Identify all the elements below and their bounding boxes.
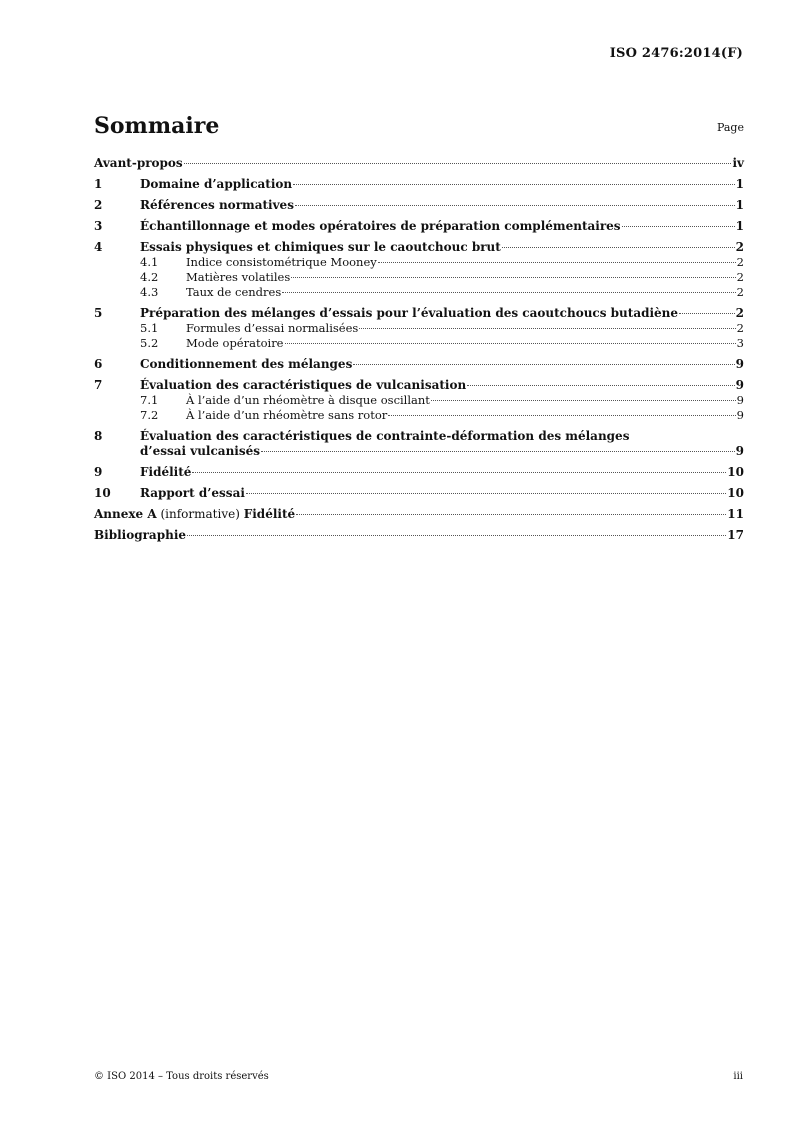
toc-subnumber: 4.1 bbox=[140, 255, 159, 269]
toc-subnumber: 4.3 bbox=[140, 285, 159, 299]
toc-label: Essais physiques et chimiques sur le caoutchouc brut bbox=[140, 240, 501, 254]
toc-number: 10 bbox=[94, 486, 111, 500]
toc-line[interactable] bbox=[94, 378, 744, 393]
toc-number: 5 bbox=[94, 306, 103, 320]
toc-label bbox=[94, 507, 295, 522]
dot-leader bbox=[679, 313, 735, 314]
toc-entry-1[interactable] bbox=[94, 177, 744, 192]
dot-leader bbox=[261, 451, 735, 452]
toc-entry-6[interactable] bbox=[94, 357, 744, 372]
table-of-contents bbox=[94, 156, 744, 549]
toc-label: Avant-propos bbox=[94, 156, 183, 170]
dot-leader bbox=[622, 226, 735, 227]
toc-page: 2 bbox=[735, 306, 744, 320]
toc-number: 1 bbox=[94, 177, 103, 191]
dot-leader bbox=[282, 292, 735, 293]
toc-sublabel: Taux de cendres bbox=[186, 285, 282, 299]
annex-type: (informative) bbox=[156, 507, 244, 521]
toc-page: 9 bbox=[735, 378, 744, 392]
toc-page: 10 bbox=[727, 465, 744, 479]
toc-entry-3[interactable] bbox=[94, 219, 744, 234]
annex-label: Annexe A bbox=[94, 507, 157, 521]
toc-label: Rapport d’essai bbox=[140, 486, 245, 500]
toc-number: 2 bbox=[94, 198, 103, 212]
toc-number: 9 bbox=[94, 465, 103, 479]
toc-label: Évaluation des caractéristiques de vulcanisation bbox=[140, 378, 467, 392]
toc-sublabel: À l’aide d’un rhéomètre à disque oscillant bbox=[186, 393, 430, 407]
dot-leader bbox=[502, 247, 735, 248]
toc-entry-bibliography[interactable] bbox=[94, 528, 744, 543]
toc-sublabel: Indice consistométrique Mooney bbox=[186, 255, 377, 269]
toc-entry-annex-a[interactable] bbox=[94, 507, 744, 522]
toc-subentry-5-2[interactable] bbox=[94, 336, 744, 351]
toc-subnumber: 7.2 bbox=[140, 408, 159, 422]
toc-subnumber: 5.1 bbox=[140, 321, 159, 335]
toc-label: Domaine d’application bbox=[140, 177, 293, 191]
toc-line[interactable] bbox=[94, 240, 744, 255]
toc-subpage: 2 bbox=[736, 255, 744, 269]
toc-entry-5 bbox=[94, 306, 744, 351]
toc-number: 8 bbox=[94, 429, 103, 443]
dot-leader bbox=[296, 514, 726, 515]
toc-subnumber: 4.2 bbox=[140, 270, 159, 284]
title-row bbox=[94, 113, 744, 143]
toc-entry-7 bbox=[94, 378, 744, 423]
toc-subpage: 9 bbox=[736, 393, 744, 407]
toc-label: Échantillonnage et modes opératoires de préparation complémentaires bbox=[140, 219, 621, 233]
toc-entry-9[interactable] bbox=[94, 465, 744, 480]
annex-title: Fidélité bbox=[243, 507, 296, 521]
toc-page: 9 bbox=[735, 357, 744, 371]
toc-page: 2 bbox=[735, 240, 744, 254]
toc-entry-8[interactable] bbox=[94, 429, 744, 459]
toc-subnumber: 7.1 bbox=[140, 393, 159, 407]
dot-leader bbox=[285, 343, 736, 344]
page-title: Sommaire bbox=[94, 113, 220, 139]
dot-leader bbox=[359, 328, 735, 329]
toc-label: Fidélité bbox=[140, 465, 192, 479]
dot-leader bbox=[295, 205, 735, 206]
dot-leader bbox=[431, 400, 736, 401]
toc-subentry-4-1[interactable] bbox=[94, 255, 744, 270]
toc-subentry-5-1[interactable] bbox=[94, 321, 744, 336]
footer-copyright: © ISO 2014 – Tous droits réservés bbox=[94, 1071, 269, 1082]
toc-page: 1 bbox=[735, 198, 744, 212]
toc-entry-4 bbox=[94, 240, 744, 300]
toc-label: Conditionnement des mélanges bbox=[140, 357, 353, 371]
toc-label: Bibliographie bbox=[94, 528, 187, 542]
dot-leader bbox=[388, 415, 735, 416]
toc-page: 1 bbox=[735, 219, 744, 233]
document-id: ISO 2476:2014(F) bbox=[609, 46, 743, 61]
dot-leader bbox=[291, 277, 735, 278]
dot-leader bbox=[353, 364, 734, 365]
toc-subentry-4-2[interactable] bbox=[94, 270, 744, 285]
toc-subentry-4-3[interactable] bbox=[94, 285, 744, 300]
toc-sublabel: Formules d’essai normalisées bbox=[186, 321, 359, 335]
toc-entry-2[interactable] bbox=[94, 198, 744, 213]
toc-subnumber: 5.2 bbox=[140, 336, 159, 350]
toc-label-continued: d’essai vulcanisés bbox=[140, 444, 260, 458]
toc-sublabel: Matières volatiles bbox=[186, 270, 291, 284]
toc-label: Préparation des mélanges d’essais pour l’évaluation des caoutchoucs butadiène bbox=[140, 306, 679, 320]
toc-line[interactable] bbox=[94, 306, 744, 321]
toc-subentry-7-1[interactable] bbox=[94, 393, 744, 408]
toc-label: Références normatives bbox=[140, 198, 294, 212]
dot-leader bbox=[184, 163, 732, 164]
dot-leader bbox=[187, 535, 726, 536]
toc-subentry-7-2[interactable] bbox=[94, 408, 744, 423]
toc-sublabel: À l’aide d’un rhéomètre sans rotor bbox=[186, 408, 388, 422]
toc-page: 9 bbox=[735, 444, 744, 458]
toc-sublabel: Mode opératoire bbox=[186, 336, 284, 350]
dot-leader bbox=[246, 493, 726, 494]
footer-page-number: iii bbox=[733, 1071, 743, 1082]
dot-leader bbox=[293, 184, 735, 185]
dot-leader bbox=[467, 385, 734, 386]
dot-leader bbox=[378, 262, 736, 263]
toc-subpage: 9 bbox=[736, 408, 744, 422]
toc-subpage: 3 bbox=[736, 336, 744, 350]
toc-page: 10 bbox=[727, 486, 744, 500]
toc-entry-10[interactable] bbox=[94, 486, 744, 501]
toc-number: 3 bbox=[94, 219, 103, 233]
toc-subpage: 2 bbox=[736, 285, 744, 299]
toc-page: 17 bbox=[727, 528, 744, 542]
page-column-heading: Page bbox=[716, 121, 744, 134]
toc-number: 4 bbox=[94, 240, 103, 254]
toc-subpage: 2 bbox=[736, 270, 744, 284]
toc-number: 7 bbox=[94, 378, 103, 392]
toc-entry-foreword[interactable] bbox=[94, 156, 744, 171]
toc-page: 11 bbox=[727, 507, 744, 521]
toc-page: 1 bbox=[735, 177, 744, 191]
toc-number: 6 bbox=[94, 357, 103, 371]
toc-page: iv bbox=[732, 156, 744, 170]
toc-subpage: 2 bbox=[736, 321, 744, 335]
dot-leader bbox=[192, 472, 726, 473]
toc-label: Évaluation des caractéristiques de contrainte-déformation des mélanges bbox=[140, 429, 630, 443]
